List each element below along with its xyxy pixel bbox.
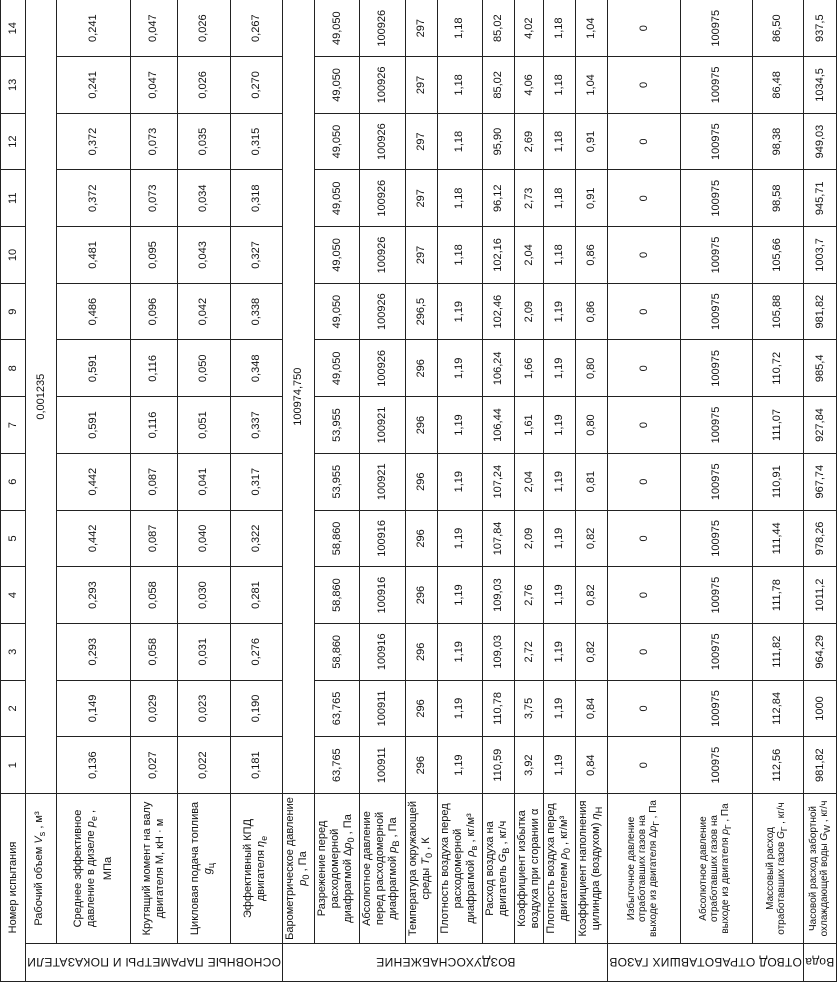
value-cell: 0,270 — [230, 57, 282, 114]
value-cell: 1,18 — [544, 57, 576, 114]
value-cell: 0,047 — [130, 0, 177, 57]
value-cell: 981,82 — [804, 737, 836, 794]
test-number: 4 — [1, 567, 26, 624]
value-cell: 1,18 — [544, 0, 576, 57]
value-cell: 100926 — [360, 0, 405, 57]
value-cell: 100911 — [360, 737, 405, 794]
parameter-label: Абсолютное давление перед расходомерной диафрагмой $p_B$ , Па — [360, 793, 405, 943]
value-cell: 2,76 — [515, 567, 544, 624]
value-cell: 102,46 — [482, 283, 514, 340]
value-cell: 100926 — [360, 283, 405, 340]
test-number: 7 — [1, 397, 26, 454]
value-cell: 297 — [405, 0, 437, 57]
table-row — [608, 0, 680, 982]
value-cell: 100926 — [360, 170, 405, 227]
value-cell: 0,348 — [230, 340, 282, 397]
value-cell: 297 — [405, 227, 437, 284]
parameter-label: Разрежение перед расходомерной диафрагмой $\Delta p_0$ , Па — [315, 793, 360, 943]
table-row — [752, 0, 804, 982]
value-cell: 297 — [405, 170, 437, 227]
value-cell: 978,26 — [804, 510, 836, 567]
value-cell: 985,4 — [804, 340, 836, 397]
value-cell: 49,050 — [315, 283, 360, 340]
value-cell: 0,027 — [130, 737, 177, 794]
value-cell: 111,07 — [752, 397, 804, 454]
value-cell: 0,80 — [576, 397, 608, 454]
value-cell: 95,90 — [482, 113, 514, 170]
value-cell: 109,03 — [482, 623, 514, 680]
value-cell: 1,19 — [544, 623, 576, 680]
value-cell: 100975 — [680, 113, 752, 170]
value-cell: 0,073 — [130, 170, 177, 227]
value-cell: 0,318 — [230, 170, 282, 227]
value-cell: 0,591 — [57, 340, 131, 397]
test-number: 12 — [1, 113, 26, 170]
value-cell: 0,281 — [230, 567, 282, 624]
value-cell: 53,955 — [315, 397, 360, 454]
value-cell: 2,72 — [515, 623, 544, 680]
parameter-label: Расход воздуха на двигатель $G_B$ , кг/ч — [482, 793, 514, 943]
value-cell: 0,591 — [57, 397, 131, 454]
value-cell: 106,24 — [482, 340, 514, 397]
value-cell: 0 — [608, 227, 680, 284]
value-cell: 0,031 — [178, 623, 230, 680]
test-number: 1 — [1, 737, 26, 794]
value-cell: 112,84 — [752, 680, 804, 737]
value-cell: 0,442 — [57, 453, 131, 510]
value-cell: 100975 — [680, 453, 752, 510]
value-cell: 0,86 — [576, 227, 608, 284]
value-cell: 296 — [405, 623, 437, 680]
value-cell: 111,78 — [752, 567, 804, 624]
value-cell: 937,5 — [804, 0, 836, 57]
value-cell: 100921 — [360, 453, 405, 510]
group-label-air: ВОЗДУХОСНАБЖЕНИЕ — [282, 944, 608, 982]
value-cell: 1,19 — [437, 283, 482, 340]
value-cell: 1000 — [804, 680, 836, 737]
value-cell: 0 — [608, 57, 680, 114]
value-cell: 100975 — [680, 397, 752, 454]
table-row — [576, 0, 608, 982]
value-cell: 1,19 — [437, 397, 482, 454]
value-cell: 0,116 — [130, 397, 177, 454]
value-cell: 1,18 — [437, 113, 482, 170]
value-cell: 49,050 — [315, 340, 360, 397]
value-cell: 1,18 — [544, 227, 576, 284]
value-cell: 3,92 — [515, 737, 544, 794]
value-cell: 0,073 — [130, 113, 177, 170]
table-row — [680, 0, 752, 982]
value-cell: 100975 — [680, 57, 752, 114]
value-cell: 85,02 — [482, 0, 514, 57]
merged-value-cell: 100974,750 — [282, 0, 314, 793]
value-cell: 1,18 — [544, 113, 576, 170]
value-cell: 1,19 — [437, 680, 482, 737]
value-cell: 0,026 — [178, 0, 230, 57]
value-cell: 296,5 — [405, 283, 437, 340]
value-cell: 1,04 — [576, 0, 608, 57]
value-cell: 1,19 — [437, 340, 482, 397]
table-row — [282, 0, 314, 982]
value-cell: 296 — [405, 340, 437, 397]
table-row — [360, 0, 405, 982]
parameter-label: Абсолютное давление отработавших газов на выходе из двигателя $p_Г$ , Па — [680, 793, 752, 943]
value-cell: 0,82 — [576, 567, 608, 624]
value-cell: 0,81 — [576, 453, 608, 510]
test-number: 5 — [1, 510, 26, 567]
value-cell: 0 — [608, 283, 680, 340]
value-cell: 1,61 — [515, 397, 544, 454]
value-cell: 110,91 — [752, 453, 804, 510]
value-cell: 49,050 — [315, 0, 360, 57]
value-cell: 105,66 — [752, 227, 804, 284]
value-cell: 105,88 — [752, 283, 804, 340]
parameter-label: Избыточное давление отработавших газов на выходе из двигателя $\Delta p_Г$ , Па — [608, 793, 680, 943]
value-cell: 0,041 — [178, 453, 230, 510]
value-cell: 1,19 — [544, 340, 576, 397]
value-cell: 1,18 — [437, 0, 482, 57]
value-cell: 0 — [608, 397, 680, 454]
value-cell: 1,19 — [544, 567, 576, 624]
value-cell: 100916 — [360, 567, 405, 624]
value-cell: 0,241 — [57, 57, 131, 114]
value-cell: 1,19 — [544, 397, 576, 454]
value-cell: 85,02 — [482, 57, 514, 114]
value-cell: 100911 — [360, 680, 405, 737]
value-cell: 100975 — [680, 0, 752, 57]
value-cell: 58,860 — [315, 510, 360, 567]
value-cell: 111,82 — [752, 623, 804, 680]
value-cell: 0,035 — [178, 113, 230, 170]
table-header-row — [1, 0, 26, 982]
value-cell: 100975 — [680, 170, 752, 227]
value-cell: 2,04 — [515, 453, 544, 510]
value-cell: 0,022 — [178, 737, 230, 794]
value-cell: 1,19 — [437, 567, 482, 624]
value-cell: 1,18 — [544, 170, 576, 227]
value-cell: 110,78 — [482, 680, 514, 737]
value-cell: 296 — [405, 680, 437, 737]
parameter-label: Коэффициент избытка воздуха при сгорании α — [515, 793, 544, 943]
group-label-exhaust: ОТВОД ОТРАБОТАВШИХ ГАЗОВ — [608, 944, 804, 982]
group-label-water: Вода — [804, 944, 836, 982]
parameter-label: Крутящий момент на валу двигателя М, кН · м — [130, 793, 177, 943]
value-cell: 0,91 — [576, 113, 608, 170]
value-cell: 0,040 — [178, 510, 230, 567]
value-cell: 4,06 — [515, 57, 544, 114]
value-cell: 0,481 — [57, 227, 131, 284]
value-cell: 0,322 — [230, 510, 282, 567]
value-cell: 100926 — [360, 57, 405, 114]
parameter-label: Температура окружающей среды $T_0$ , К — [405, 793, 437, 943]
value-cell: 0,84 — [576, 737, 608, 794]
value-cell: 1,19 — [437, 510, 482, 567]
value-cell: 1,19 — [544, 680, 576, 737]
value-cell: 100921 — [360, 397, 405, 454]
parameter-label: Плотность воздуха перед двигателем $\rho_0$ , кг/м³ — [544, 793, 576, 943]
value-cell: 0,149 — [57, 680, 131, 737]
value-cell: 3,75 — [515, 680, 544, 737]
table-row — [57, 0, 131, 982]
value-cell: 0,84 — [576, 680, 608, 737]
value-cell: 2,73 — [515, 170, 544, 227]
value-cell: 0,029 — [130, 680, 177, 737]
value-cell: 967,74 — [804, 453, 836, 510]
parameter-label: Барометрическое давление $p_0$ , Па — [282, 793, 314, 943]
value-cell: 49,050 — [315, 170, 360, 227]
value-cell: 1,19 — [437, 623, 482, 680]
table-row — [130, 0, 177, 982]
value-cell: 0 — [608, 510, 680, 567]
value-cell: 1,19 — [544, 510, 576, 567]
table-row — [515, 0, 544, 982]
value-cell: 96,12 — [482, 170, 514, 227]
table-row — [315, 0, 360, 982]
value-cell: 0,050 — [178, 340, 230, 397]
table-row — [482, 0, 514, 982]
parameter-label: Плотность воздуха перед расходомерной диафрагмой $\rho_в$ , кг/м³ — [437, 793, 482, 943]
value-cell: 0 — [608, 737, 680, 794]
value-cell: 0,034 — [178, 170, 230, 227]
table-row — [544, 0, 576, 982]
value-cell: 86,50 — [752, 0, 804, 57]
value-cell: 981,82 — [804, 283, 836, 340]
value-cell: 100926 — [360, 113, 405, 170]
value-cell: 296 — [405, 567, 437, 624]
value-cell: 296 — [405, 397, 437, 454]
value-cell: 0 — [608, 340, 680, 397]
value-cell: 297 — [405, 113, 437, 170]
value-cell: 0 — [608, 623, 680, 680]
value-cell: 296 — [405, 453, 437, 510]
value-cell: 112,56 — [752, 737, 804, 794]
value-cell: 945,71 — [804, 170, 836, 227]
value-cell: 0,442 — [57, 510, 131, 567]
value-cell: 63,765 — [315, 680, 360, 737]
value-cell: 0 — [608, 113, 680, 170]
value-cell: 1,18 — [437, 227, 482, 284]
value-cell: 0,095 — [130, 227, 177, 284]
value-cell: 0,023 — [178, 680, 230, 737]
value-cell: 0,338 — [230, 283, 282, 340]
value-cell: 0,337 — [230, 397, 282, 454]
value-cell: 0,051 — [178, 397, 230, 454]
value-cell: 964,29 — [804, 623, 836, 680]
value-cell: 1,18 — [437, 170, 482, 227]
value-cell: 106,44 — [482, 397, 514, 454]
parameter-label: Среднее эффективное давление в дизеле $p_e$ , МПа — [57, 793, 131, 943]
test-number: 13 — [1, 57, 26, 114]
value-cell: 0,096 — [130, 283, 177, 340]
value-cell: 0,190 — [230, 680, 282, 737]
value-cell: 0,315 — [230, 113, 282, 170]
value-cell: 0,486 — [57, 283, 131, 340]
parameter-label: Массовый расход отработавших газов $G_Г$ , кг/ч — [752, 793, 804, 943]
value-cell: 0,293 — [57, 567, 131, 624]
value-cell: 49,050 — [315, 57, 360, 114]
value-cell: 949,03 — [804, 113, 836, 170]
value-cell: 100975 — [680, 680, 752, 737]
value-cell: 1,04 — [576, 57, 608, 114]
value-cell: 107,24 — [482, 453, 514, 510]
group-label-main: ОСНОВНЫЕ ПАРАМЕТРЫ И ПОКАЗАТЕЛИ — [26, 944, 283, 982]
test-number: 2 — [1, 680, 26, 737]
value-cell: 0,030 — [178, 567, 230, 624]
value-cell: 110,72 — [752, 340, 804, 397]
value-cell: 0,043 — [178, 227, 230, 284]
value-cell: 0,82 — [576, 623, 608, 680]
value-cell: 100975 — [680, 623, 752, 680]
value-cell: 0,087 — [130, 453, 177, 510]
value-cell: 0,372 — [57, 170, 131, 227]
value-cell: 297 — [405, 57, 437, 114]
parameter-label: Рабочий объем $V_s$ , м³ — [26, 793, 57, 943]
table-row — [26, 0, 57, 982]
value-cell: 0,82 — [576, 510, 608, 567]
value-cell: 102,16 — [482, 227, 514, 284]
table-row — [178, 0, 230, 982]
value-cell: 86,48 — [752, 57, 804, 114]
parameter-label: Часовой расход забортной охлаждающей воды $G_W$ , кг/ч — [804, 793, 836, 943]
test-number: 14 — [1, 0, 26, 57]
value-cell: 100926 — [360, 227, 405, 284]
value-cell: 100916 — [360, 510, 405, 567]
value-cell: 0,267 — [230, 0, 282, 57]
value-cell: 0,241 — [57, 0, 131, 57]
value-cell: 1,19 — [544, 453, 576, 510]
parameter-label: Коэффициент наполнения цилиндра (воздухом) $\eta_H$ — [576, 793, 608, 943]
value-cell: 0,372 — [57, 113, 131, 170]
value-cell: 0,276 — [230, 623, 282, 680]
value-cell: 0,91 — [576, 170, 608, 227]
value-cell: 109,03 — [482, 567, 514, 624]
value-cell: 58,860 — [315, 567, 360, 624]
value-cell: 49,050 — [315, 227, 360, 284]
value-cell: 0,026 — [178, 57, 230, 114]
value-cell: 53,955 — [315, 453, 360, 510]
value-cell: 100975 — [680, 737, 752, 794]
test-number: 6 — [1, 453, 26, 510]
value-cell: 100926 — [360, 340, 405, 397]
table-row — [804, 0, 836, 982]
header-label: Номер испытания — [1, 793, 26, 981]
test-number: 9 — [1, 283, 26, 340]
value-cell: 1,19 — [544, 737, 576, 794]
value-cell: 0 — [608, 0, 680, 57]
value-cell: 1034,5 — [804, 57, 836, 114]
value-cell: 100975 — [680, 510, 752, 567]
value-cell: 0,058 — [130, 567, 177, 624]
parameter-label: Цикловая подача топлива $g_ц$ — [178, 793, 230, 943]
value-cell: 2,09 — [515, 283, 544, 340]
value-cell: 111,44 — [752, 510, 804, 567]
value-cell: 107,84 — [482, 510, 514, 567]
merged-value-cell: 0,001235 — [26, 0, 57, 793]
value-cell: 0,80 — [576, 340, 608, 397]
value-cell: 58,860 — [315, 623, 360, 680]
value-cell: 0,317 — [230, 453, 282, 510]
value-cell: 98,38 — [752, 113, 804, 170]
value-cell: 0,047 — [130, 57, 177, 114]
value-cell: 0 — [608, 680, 680, 737]
value-cell: 1,19 — [437, 453, 482, 510]
value-cell: 0,293 — [57, 623, 131, 680]
value-cell: 0 — [608, 453, 680, 510]
value-cell: 110,59 — [482, 737, 514, 794]
value-cell: 98,58 — [752, 170, 804, 227]
value-cell: 0,058 — [130, 623, 177, 680]
test-number: 10 — [1, 227, 26, 284]
table-row — [230, 0, 282, 982]
value-cell: 100975 — [680, 227, 752, 284]
value-cell: 1011,2 — [804, 567, 836, 624]
value-cell: 2,69 — [515, 113, 544, 170]
value-cell: 1,66 — [515, 340, 544, 397]
value-cell: 1,18 — [437, 57, 482, 114]
value-cell: 63,765 — [315, 737, 360, 794]
value-cell: 2,09 — [515, 510, 544, 567]
value-cell: 1,19 — [437, 737, 482, 794]
test-number: 11 — [1, 170, 26, 227]
test-number: 3 — [1, 623, 26, 680]
test-number: 8 — [1, 340, 26, 397]
value-cell: 0,087 — [130, 510, 177, 567]
value-cell: 100916 — [360, 623, 405, 680]
table-row — [405, 0, 437, 982]
value-cell: 0,136 — [57, 737, 131, 794]
value-cell: 296 — [405, 510, 437, 567]
value-cell: 100975 — [680, 567, 752, 624]
value-cell: 927,84 — [804, 397, 836, 454]
value-cell: 1,19 — [544, 283, 576, 340]
value-cell: 0,042 — [178, 283, 230, 340]
table-row — [437, 0, 482, 982]
value-cell: 0,86 — [576, 283, 608, 340]
value-cell: 0 — [608, 567, 680, 624]
value-cell: 49,050 — [315, 113, 360, 170]
value-cell: 0,181 — [230, 737, 282, 794]
value-cell: 100975 — [680, 283, 752, 340]
value-cell: 0,116 — [130, 340, 177, 397]
parameter-label: Эффективный КПД двигателя $\eta_e$ — [230, 793, 282, 943]
value-cell: 4,02 — [515, 0, 544, 57]
value-cell: 1003,7 — [804, 227, 836, 284]
value-cell: 2,04 — [515, 227, 544, 284]
value-cell: 0,327 — [230, 227, 282, 284]
value-cell: 100975 — [680, 340, 752, 397]
value-cell: 296 — [405, 737, 437, 794]
value-cell: 0 — [608, 170, 680, 227]
